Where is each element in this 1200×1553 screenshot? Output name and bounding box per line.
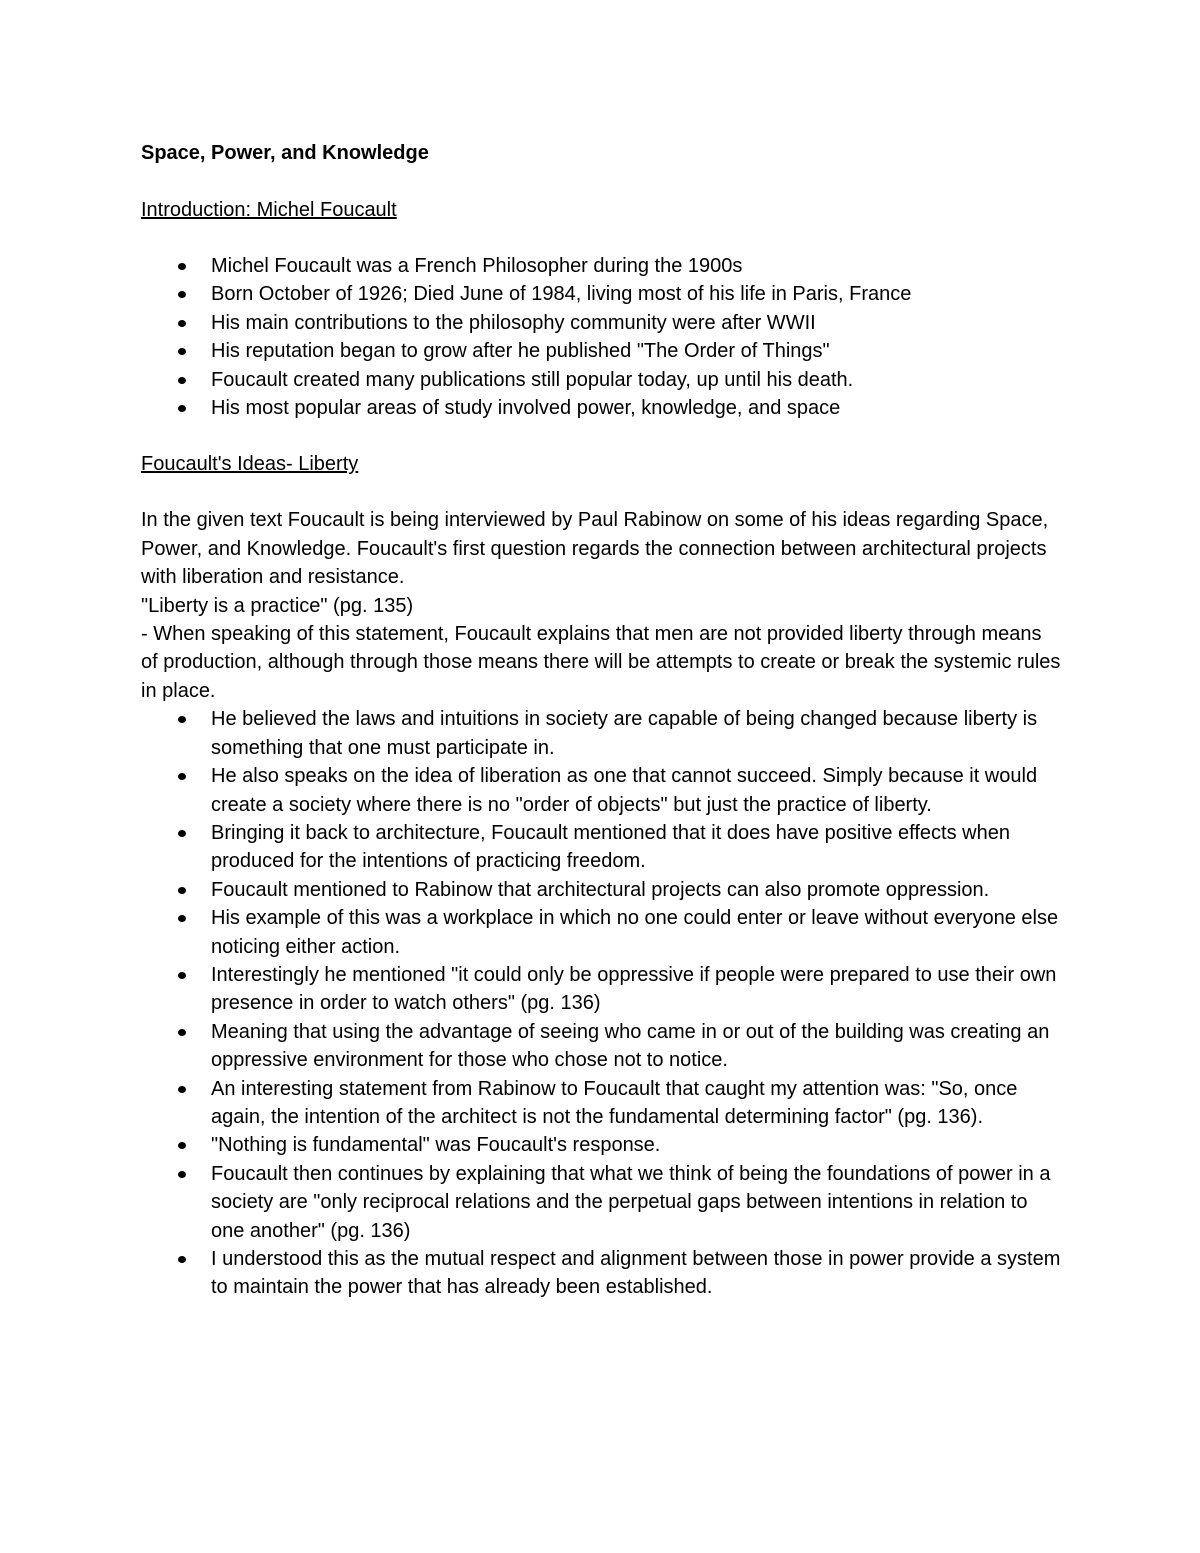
bullet-icon bbox=[178, 915, 186, 922]
list-item bbox=[141, 1160, 1061, 1245]
paragraph: In the given text Foucault is being interviewed by Paul Rabinow on some of his ideas regarding Space, Power, and Knowledge. Foucault's first question regards the connection between architectural projects with liberation and resistance. bbox=[141, 509, 1049, 589]
list-item bbox=[141, 309, 1061, 337]
list-item bbox=[141, 961, 1061, 1018]
bullet-icon bbox=[178, 1029, 186, 1036]
bullet-icon bbox=[178, 887, 186, 894]
list-item bbox=[141, 1018, 1061, 1075]
list-item-text: His reputation began to grow after he published "The Order of Things" bbox=[211, 340, 830, 363]
document-title: Space, Power, and Knowledge bbox=[141, 142, 429, 164]
list-item bbox=[141, 1075, 1061, 1132]
list-item bbox=[141, 337, 1061, 365]
bullet-icon bbox=[178, 1171, 186, 1178]
list-item-text: Michel Foucault was a French Philosopher during the 1900s bbox=[211, 255, 743, 277]
introduction-bullet-list bbox=[141, 252, 1061, 422]
bullet-icon bbox=[178, 405, 186, 412]
bullet-icon bbox=[178, 1142, 186, 1149]
bullet-icon bbox=[178, 830, 186, 837]
list-item-text: I understood this as the mutual respect and alignment between those in power provide a system to maintain the power that has already been established. bbox=[211, 1248, 1061, 1299]
list-item-text: An interesting statement from Rabinow to Foucault that caught my attention was: "So, once again, the intention of the architect is not the fundamental determining factor" (pg. 136). bbox=[211, 1077, 1018, 1128]
paragraph: - When speaking of this statement, Foucault explains that men are not provided liberty through means of production, although through those means there will be attempts to create or break the systemic rules in place. bbox=[141, 623, 1061, 702]
bullet-icon bbox=[178, 1256, 186, 1263]
section-heading-liberty: Foucault's Ideas- Liberty bbox=[141, 453, 359, 476]
liberty-bullet-list bbox=[141, 705, 1061, 1302]
list-item-text: Born October of 1926; Died June of 1984, living most of his life in Paris, France bbox=[211, 283, 912, 306]
list-item bbox=[141, 280, 1061, 308]
bullet-icon bbox=[178, 263, 186, 270]
list-item-text: He also speaks on the idea of liberation as one that cannot succeed. Simply because it would create a society where there is no "order of objects" but just the practice of liberty. bbox=[211, 765, 1038, 816]
list-item bbox=[141, 762, 1061, 819]
list-item bbox=[141, 1131, 1061, 1159]
document-page bbox=[141, 138, 1061, 1302]
bullet-icon bbox=[178, 348, 186, 355]
bullet-icon bbox=[178, 773, 186, 780]
list-item bbox=[141, 394, 1061, 422]
section-heading-introduction: Introduction: Michel Foucault bbox=[141, 199, 397, 221]
list-item-text: Foucault mentioned to Rabinow that architectural projects can also promote oppression. bbox=[211, 878, 990, 901]
list-item bbox=[141, 705, 1061, 762]
list-item-text: "Nothing is fundamental" was Foucault's response. bbox=[211, 1134, 661, 1157]
bullet-icon bbox=[178, 291, 186, 298]
list-item-text: Foucault created many publications still popular today, up until his death. bbox=[211, 368, 854, 391]
quote-paragraph: "Liberty is a practice" (pg. 135) bbox=[141, 594, 414, 617]
list-item bbox=[141, 876, 1061, 904]
list-item bbox=[141, 252, 1061, 280]
list-item bbox=[141, 904, 1061, 961]
list-item-text: Interestingly he mentioned "it could only be oppressive if people were prepared to use their own presence in order to watch others" (pg. 136) bbox=[211, 963, 1057, 1015]
bullet-icon bbox=[178, 320, 186, 327]
bullet-icon bbox=[178, 716, 186, 723]
list-item-text: Foucault then continues by explaining that what we think of being the foundations of power in a society are "only reciprocal relations and the perpetual gaps between intentions in relation to one another" (pg. 136) bbox=[211, 1162, 1051, 1242]
bullet-icon bbox=[178, 377, 186, 384]
list-item-text: Bringing it back to architecture, Foucault mentioned that it does have positive effects when produced for the intentions of practicing freedom. bbox=[211, 821, 1010, 873]
list-item bbox=[141, 819, 1061, 876]
list-item-text: He believed the laws and intuitions in society are capable of being changed because liberty is something that one must participate in. bbox=[211, 708, 1038, 759]
list-item-text: His example of this was a workplace in which no one could enter or leave without everyone else noticing either action. bbox=[211, 907, 1059, 958]
list-item-text: Meaning that using the advantage of seeing who came in or out of the building was creating an oppressive environment for those who chose not to notice. bbox=[211, 1020, 1050, 1072]
bullet-icon bbox=[178, 1086, 186, 1093]
bullet-icon bbox=[178, 972, 186, 979]
list-item-text: His most popular areas of study involved power, knowledge, and space bbox=[211, 397, 841, 420]
list-item bbox=[141, 366, 1061, 394]
list-item-text: His main contributions to the philosophy community were after WWII bbox=[211, 311, 816, 334]
list-item bbox=[141, 1245, 1061, 1302]
